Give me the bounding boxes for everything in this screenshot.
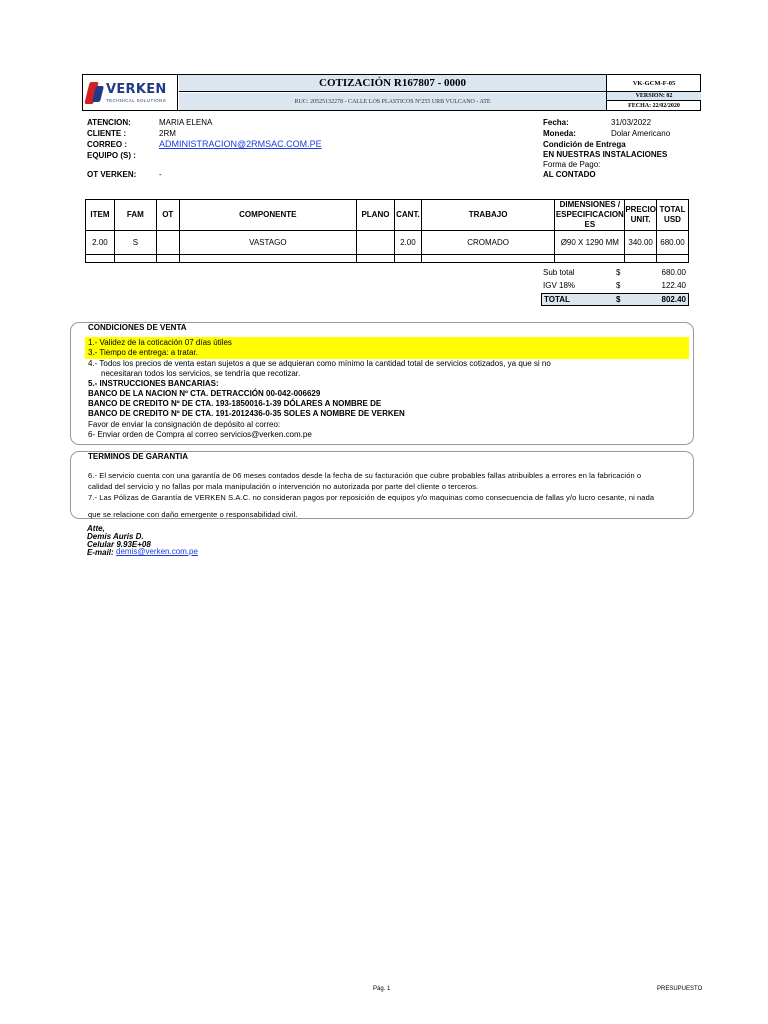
fecha-label: Fecha: <box>543 118 569 127</box>
warranty-line: 7.- Las Pólizas de Garantía de VERKEN S.A.C. no consideran pagos por reposición de equipos y/o maquinas como consecuencia de fallas y/o lucro cesante, ni nada <box>88 493 655 502</box>
cell-ot <box>156 231 179 255</box>
igv-currency: $ <box>616 281 621 290</box>
condition-line: 4.- Todos los precios de venta estan sujetos a que se adquieran como mínimo la cantidad total de servicios cotizados, ya que si no <box>88 359 551 368</box>
signature-email-label: E-mail: <box>87 548 114 557</box>
fecha-value: 31/03/2022 <box>611 118 652 127</box>
cell-cant: 2.00 <box>394 231 421 255</box>
table-row <box>86 231 689 255</box>
total-label: TOTAL <box>544 295 570 304</box>
col-header: ITEM <box>86 200 115 231</box>
atencion-label: ATENCION: <box>87 118 131 127</box>
cell-componente: VASTAGO <box>179 231 356 255</box>
correo-link[interactable]: ADMINISTRACION@2RMSAC.COM.PE <box>159 139 322 149</box>
subtotal-row <box>541 267 689 280</box>
warranty-line: 6.- El servicio cuenta con una garantía de 06 meses contados desde la fecha de su facturación que cubre probables fallas atribuibles a errores en la fabricación o <box>88 471 642 480</box>
col-header: FAM <box>114 200 156 231</box>
warranty-box <box>70 451 694 519</box>
condition-line: 5.- INSTRUCCIONES BANCARIAS: <box>88 379 219 388</box>
ot-verken-value: - <box>159 170 162 179</box>
signature-atte: Atte, <box>87 524 105 533</box>
igv-value: 122.40 <box>661 281 686 290</box>
cliente-value: 2RM <box>159 129 176 138</box>
col-header: OT <box>156 200 179 231</box>
condicion-entrega-value: EN NUESTRAS INSTALACIONES <box>543 150 668 159</box>
condicion-entrega-label: Condición de Entrega <box>543 140 626 149</box>
signature-email-link[interactable]: demis@verken.com.pe <box>116 547 198 556</box>
forma-pago-value: AL CONTADO <box>543 170 596 179</box>
items-table <box>85 199 689 263</box>
conditions-title: CONDICIONES DE VENTA <box>88 323 187 332</box>
condition-line: 3.- Tiempo de entrega: a tratar. <box>88 348 198 357</box>
signature-name: Demis Auris D. <box>87 532 144 541</box>
document-code: VK-GCM-F-05 <box>606 75 701 92</box>
cell-precio: 340.00 <box>625 231 657 255</box>
igv-label: IGV 18% <box>543 281 576 290</box>
table-header-row <box>86 200 689 231</box>
company-ruc-address: RUC: 20525132278 - CALLE LOS PLASTICOS Nº255 URB VULCANO - ATE <box>179 93 606 110</box>
company-logo <box>83 75 178 110</box>
condition-line: necesitaran todos los servicios, se tendría que recotizar. <box>101 369 301 378</box>
col-header: TRABAJO <box>421 200 554 231</box>
verken-logo-icon <box>87 80 103 106</box>
warranty-line: calidad del servicio y no fallas por mala manipulación o intervención no autorizada por parte del cliente o terceros. <box>88 482 479 491</box>
signature-phone: Celular 9.93E+08 <box>87 540 151 549</box>
col-header: PLANO <box>356 200 394 231</box>
igv-row <box>541 280 689 293</box>
cell-plano <box>356 231 394 255</box>
condition-line: BANCO DE LA NACION Nº CTA. DETRACCIÓN 00-042-006629 <box>88 389 321 398</box>
page-number: Pág. 1 <box>373 986 391 992</box>
moneda-label: Moneda: <box>543 129 576 138</box>
subtotal-label: Sub total <box>543 268 575 277</box>
quote-title: COTIZACIÓN R167807 - 0000 <box>179 75 606 92</box>
document-date: FECHA: 22/02/2020 <box>606 101 701 110</box>
moneda-value: Dolar Americano <box>611 129 671 138</box>
total-row <box>541 293 689 306</box>
cell-total: 680.00 <box>656 231 688 255</box>
col-header: CANT. <box>394 200 421 231</box>
atencion-value: MARIA ELENA <box>159 118 213 127</box>
forma-pago-label: Forma de Pago: <box>543 160 601 169</box>
col-header: PRECIO UNIT. <box>625 200 657 231</box>
cell-item: 2.00 <box>86 231 115 255</box>
warranty-line: que se relacione con daño emergente o responsabilidad civil. <box>88 510 298 519</box>
ot-verken-label: OT VERKEN: <box>87 170 137 179</box>
col-header: DIMENSIONES / ESPECIFICACION ES <box>555 200 624 229</box>
condition-line: BANCO DE CREDITO Nº DE CTA. 191-2012436-0-35 SOLES A NOMBRE DE VERKEN <box>88 409 405 418</box>
cell-fam: S <box>114 231 156 255</box>
col-header: COMPONENTE <box>179 200 356 231</box>
logo-brand: VERKEN <box>106 81 167 97</box>
total-value: 802.40 <box>661 295 686 304</box>
condition-line: Favor de enviar la consignación de depósito al correo: <box>88 420 281 429</box>
cliente-label: CLIENTE : <box>87 129 127 138</box>
equipo-label: EQUIPO (S) : <box>87 151 136 160</box>
total-currency: $ <box>616 295 621 304</box>
warranty-title: TERMINOS DE GARANTIA <box>88 452 188 461</box>
cell-dimensiones: Ø90 X 1290 MM <box>555 231 625 255</box>
condition-line: 1.- Validez de la coticación 07 días útiles <box>88 338 232 347</box>
col-header: TOTAL USD <box>656 200 688 231</box>
subtotal-value: 680.00 <box>661 268 686 277</box>
condition-line: 6- Enviar orden de Compra al correo servicios@verken.com.pe <box>88 430 312 439</box>
table-empty-row <box>86 255 689 263</box>
logo-subtitle: TECHNICAL SOLUTIONS <box>106 97 167 103</box>
subtotal-currency: $ <box>616 268 621 277</box>
footer-label: PRESUPUESTO <box>657 986 703 992</box>
document-version: VERSION: 02 <box>606 92 701 101</box>
correo-label: CORREO : <box>87 140 127 149</box>
condition-line: BANCO DE CREDITO Nº DE CTA. 193-1850016-1-39 DÓLARES A NOMBRE DE <box>88 399 382 408</box>
cell-trabajo: CROMADO <box>421 231 554 255</box>
document-header <box>82 74 701 111</box>
conditions-box <box>70 322 694 445</box>
